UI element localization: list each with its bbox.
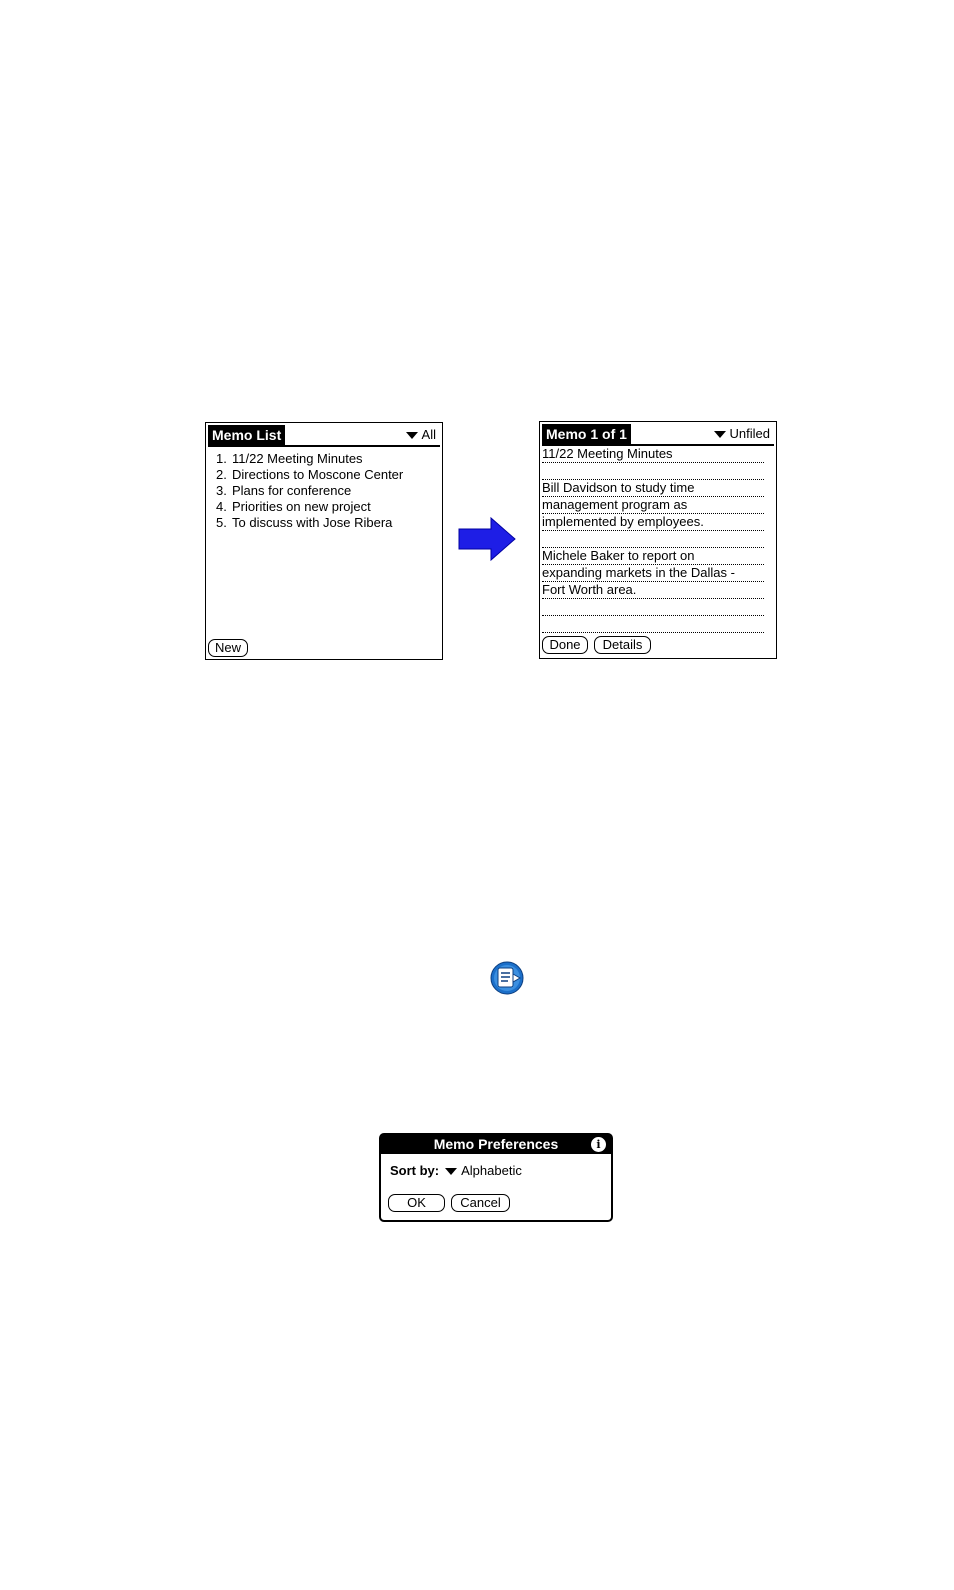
dialog-titlebar: [381, 1135, 611, 1154]
memo-line: [542, 531, 764, 548]
memo-list-items: [216, 451, 403, 531]
sort-by-value: Alphabetic: [461, 1163, 522, 1178]
memo-line: [542, 463, 764, 480]
list-item[interactable]: 3. Plans for conference: [216, 483, 352, 498]
memo-line: [542, 599, 764, 616]
memo-pad-icon: [489, 961, 525, 995]
memo-view-titlebar: [542, 424, 774, 446]
memo-line: 11/22 Meeting Minutes: [542, 446, 764, 463]
sort-by-picker[interactable]: [445, 1163, 522, 1179]
arrow-right-icon: [457, 516, 517, 562]
category-picker-all[interactable]: [406, 426, 436, 444]
memo-line: implemented by employees.: [542, 514, 764, 531]
dropdown-triangle-icon: [406, 432, 418, 439]
memo-line: [542, 616, 764, 633]
dropdown-triangle-icon: [445, 1168, 457, 1175]
memo-line: expanding markets in the Dallas -: [542, 565, 764, 582]
memo-text-area[interactable]: [542, 446, 764, 633]
category-label: All: [421, 427, 436, 442]
details-button[interactable]: Details: [594, 636, 651, 654]
sort-by-row: [390, 1163, 522, 1179]
new-button[interactable]: New: [208, 639, 248, 657]
list-item[interactable]: 2. Directions to Moscone Center: [216, 467, 404, 482]
memo-list-screen: [205, 422, 443, 660]
memo-line: management program as: [542, 497, 764, 514]
memo-line: Michele Baker to report on: [542, 548, 764, 565]
list-item[interactable]: 4. Priorities on new project: [216, 499, 371, 514]
memo-list-title: Memo List: [208, 425, 285, 445]
memo-preferences-dialog: [379, 1133, 613, 1222]
cancel-button[interactable]: Cancel: [451, 1194, 510, 1212]
dropdown-triangle-icon: [714, 431, 726, 438]
list-item[interactable]: 5. To discuss with Jose Ribera: [216, 515, 393, 530]
memo-list-titlebar: [208, 425, 440, 447]
memo-line: Bill Davidson to study time: [542, 480, 764, 497]
category-label: Unfiled: [729, 426, 770, 441]
memo-line: Fort Worth area.: [542, 582, 764, 599]
ok-button[interactable]: OK: [388, 1194, 445, 1212]
list-item[interactable]: 1. 11/22 Meeting Minutes: [216, 451, 363, 466]
done-button[interactable]: Done: [542, 636, 588, 654]
sort-by-label: Sort by:: [390, 1163, 440, 1178]
category-picker-unfiled[interactable]: [714, 425, 770, 443]
dialog-title: Memo Preferences: [433, 1136, 559, 1152]
info-icon[interactable]: i: [591, 1137, 606, 1152]
memo-view-title: Memo 1 of 1: [542, 424, 631, 444]
memo-view-screen: [539, 421, 777, 659]
